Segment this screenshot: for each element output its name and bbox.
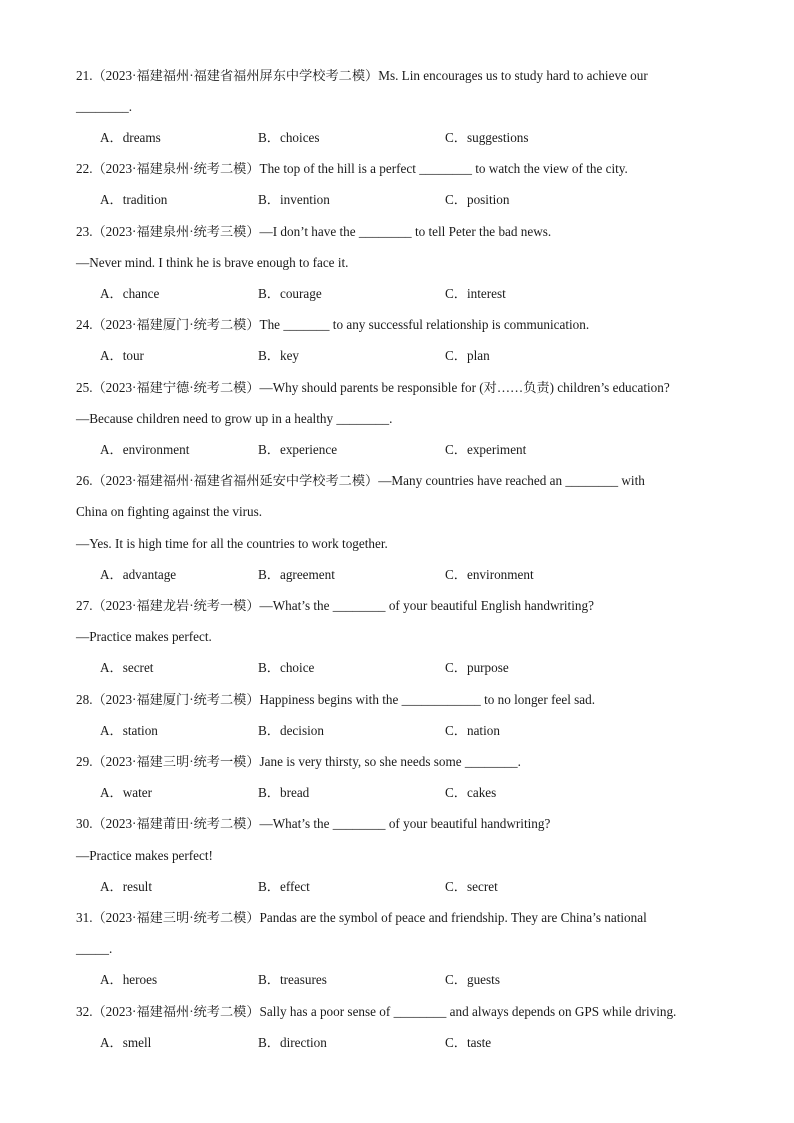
option-a[interactable]: A．secret bbox=[100, 660, 154, 675]
option-a[interactable]: A．advantage bbox=[100, 567, 177, 582]
question-26-stem-cont: China on fighting against the virus. bbox=[76, 504, 263, 519]
question-stem: The _______ to any successful relationship is communication. bbox=[259, 317, 590, 332]
question-number: 28. bbox=[76, 692, 93, 707]
option-a[interactable]: A．tradition bbox=[100, 192, 168, 207]
question-27 bbox=[76, 597, 594, 615]
question-source: （2023·福建三明·统考一模） bbox=[92, 754, 260, 769]
option-b[interactable]: B．bread bbox=[258, 785, 310, 800]
question-32 bbox=[76, 1003, 676, 1021]
option-b[interactable]: B．decision bbox=[258, 723, 324, 738]
option-b[interactable]: B．direction bbox=[258, 1035, 327, 1050]
option-b[interactable]: B．effect bbox=[258, 879, 310, 894]
question-source: （2023·福建三明·统考二模） bbox=[92, 910, 260, 925]
question-stem: Jane is very thirsty, so she needs some ________. bbox=[259, 754, 521, 769]
option-b[interactable]: B．agreement bbox=[258, 567, 335, 582]
question-29 bbox=[76, 753, 521, 771]
question-26-dialogue: —Yes. It is high time for all the countries to work together. bbox=[76, 536, 388, 551]
question-25-options bbox=[100, 441, 720, 459]
question-28-options bbox=[100, 722, 720, 740]
option-a[interactable]: A．heroes bbox=[100, 972, 158, 987]
option-c[interactable]: C．cakes bbox=[445, 785, 497, 800]
question-23 bbox=[76, 223, 551, 241]
question-stem: Happiness begins with the ____________ to no longer feel sad. bbox=[259, 692, 596, 707]
question-30 bbox=[76, 815, 550, 833]
option-b[interactable]: B．invention bbox=[258, 192, 330, 207]
question-32-options bbox=[100, 1034, 720, 1052]
question-number: 26. bbox=[76, 473, 93, 488]
option-c[interactable]: C．position bbox=[445, 192, 510, 207]
question-23-dialogue: —Never mind. I think he is brave enough to face it. bbox=[76, 255, 349, 270]
question-25-dialogue: —Because children need to grow up in a healthy ________. bbox=[76, 411, 393, 426]
question-23-options bbox=[100, 285, 720, 303]
question-number: 29. bbox=[76, 754, 93, 769]
question-31-stem-cont: _____. bbox=[76, 941, 113, 956]
question-number: 30. bbox=[76, 816, 93, 831]
option-c[interactable]: C．suggestions bbox=[445, 130, 529, 145]
option-b[interactable]: B．choices bbox=[258, 130, 320, 145]
option-c[interactable]: C．guests bbox=[445, 972, 500, 987]
option-a[interactable]: A．result bbox=[100, 879, 153, 894]
option-c[interactable]: C．purpose bbox=[445, 660, 509, 675]
question-source: （2023·福建泉州·统考二模） bbox=[92, 161, 260, 176]
question-30-dialogue: —Practice makes perfect! bbox=[76, 848, 213, 863]
option-c[interactable]: C．interest bbox=[445, 286, 506, 301]
question-number: 22. bbox=[76, 161, 93, 176]
option-b[interactable]: B．experience bbox=[258, 442, 338, 457]
option-c[interactable]: C．environment bbox=[445, 567, 534, 582]
question-source: （2023·福建莆田·统考二模） bbox=[92, 816, 260, 831]
question-source: （2023·福建龙岩·统考一模） bbox=[92, 598, 260, 613]
option-c[interactable]: C．nation bbox=[445, 723, 500, 738]
option-c[interactable]: C．taste bbox=[445, 1035, 492, 1050]
question-22-options bbox=[100, 191, 720, 209]
question-stem: —What’s the ________ of your beautiful handwriting? bbox=[259, 816, 551, 831]
question-stem: —Many countries have reached an ________ with bbox=[378, 473, 645, 488]
option-c[interactable]: C．secret bbox=[445, 879, 498, 894]
question-stem: —What’s the ________ of your beautiful English handwriting? bbox=[259, 598, 594, 613]
question-source: （2023·福建厦门·统考二模） bbox=[92, 317, 260, 332]
question-number: 23. bbox=[76, 224, 93, 239]
question-source: （2023·福建福州·福建省福州屏东中学校考二模） bbox=[92, 68, 379, 83]
question-31 bbox=[76, 909, 647, 927]
question-27-options bbox=[100, 659, 720, 677]
question-stem: —I don’t have the ________ to tell Peter the bad news. bbox=[259, 224, 552, 239]
option-b[interactable]: B．key bbox=[258, 348, 300, 363]
question-number: 21. bbox=[76, 68, 93, 83]
question-source: （2023·福建福州·统考二模） bbox=[92, 1004, 260, 1019]
option-a[interactable]: A．environment bbox=[100, 442, 190, 457]
option-a[interactable]: A．chance bbox=[100, 286, 160, 301]
question-source: （2023·福建福州·福建省福州延安中学校考二模） bbox=[92, 473, 379, 488]
option-a[interactable]: A．station bbox=[100, 723, 158, 738]
question-number: 25. bbox=[76, 380, 93, 395]
question-22 bbox=[76, 160, 628, 178]
question-source: （2023·福建厦门·统考二模） bbox=[92, 692, 260, 707]
question-26 bbox=[76, 472, 645, 490]
option-a[interactable]: A．water bbox=[100, 785, 152, 800]
question-21-stem-cont: ________. bbox=[76, 99, 133, 114]
option-c[interactable]: C．plan bbox=[445, 348, 490, 363]
question-29-options bbox=[100, 784, 720, 802]
question-stem: —Why should parents be responsible for (对……负责) children’s education? bbox=[259, 380, 670, 395]
question-stem: Ms. Lin encourages us to study hard to achieve our bbox=[378, 68, 648, 83]
question-source: （2023·福建宁德·统考二模） bbox=[92, 380, 260, 395]
question-25 bbox=[76, 379, 670, 397]
question-27-dialogue: —Practice makes perfect. bbox=[76, 629, 212, 644]
question-21 bbox=[76, 67, 648, 85]
question-number: 31. bbox=[76, 910, 93, 925]
question-28 bbox=[76, 691, 595, 709]
question-31-options bbox=[100, 971, 720, 989]
question-number: 32. bbox=[76, 1004, 93, 1019]
question-number: 27. bbox=[76, 598, 93, 613]
question-stem: Sally has a poor sense of ________ and always depends on GPS while driving. bbox=[259, 1004, 677, 1019]
question-26-options bbox=[100, 566, 720, 584]
question-30-options bbox=[100, 878, 720, 896]
question-source: （2023·福建泉州·统考三模） bbox=[92, 224, 260, 239]
question-24-options bbox=[100, 347, 720, 365]
option-a[interactable]: A．smell bbox=[100, 1035, 152, 1050]
option-b[interactable]: B．treasures bbox=[258, 972, 327, 987]
question-number: 24. bbox=[76, 317, 93, 332]
question-stem: Pandas are the symbol of peace and friendship. They are China’s national bbox=[259, 910, 647, 925]
option-b[interactable]: B．courage bbox=[258, 286, 322, 301]
option-a[interactable]: A．dreams bbox=[100, 130, 161, 145]
question-21-options bbox=[100, 129, 720, 147]
option-b[interactable]: B．choice bbox=[258, 660, 315, 675]
option-a[interactable]: A．tour bbox=[100, 348, 144, 363]
question-stem: The top of the hill is a perfect ________ to watch the view of the city. bbox=[259, 161, 628, 176]
option-c[interactable]: C．experiment bbox=[445, 442, 527, 457]
question-24 bbox=[76, 316, 589, 334]
